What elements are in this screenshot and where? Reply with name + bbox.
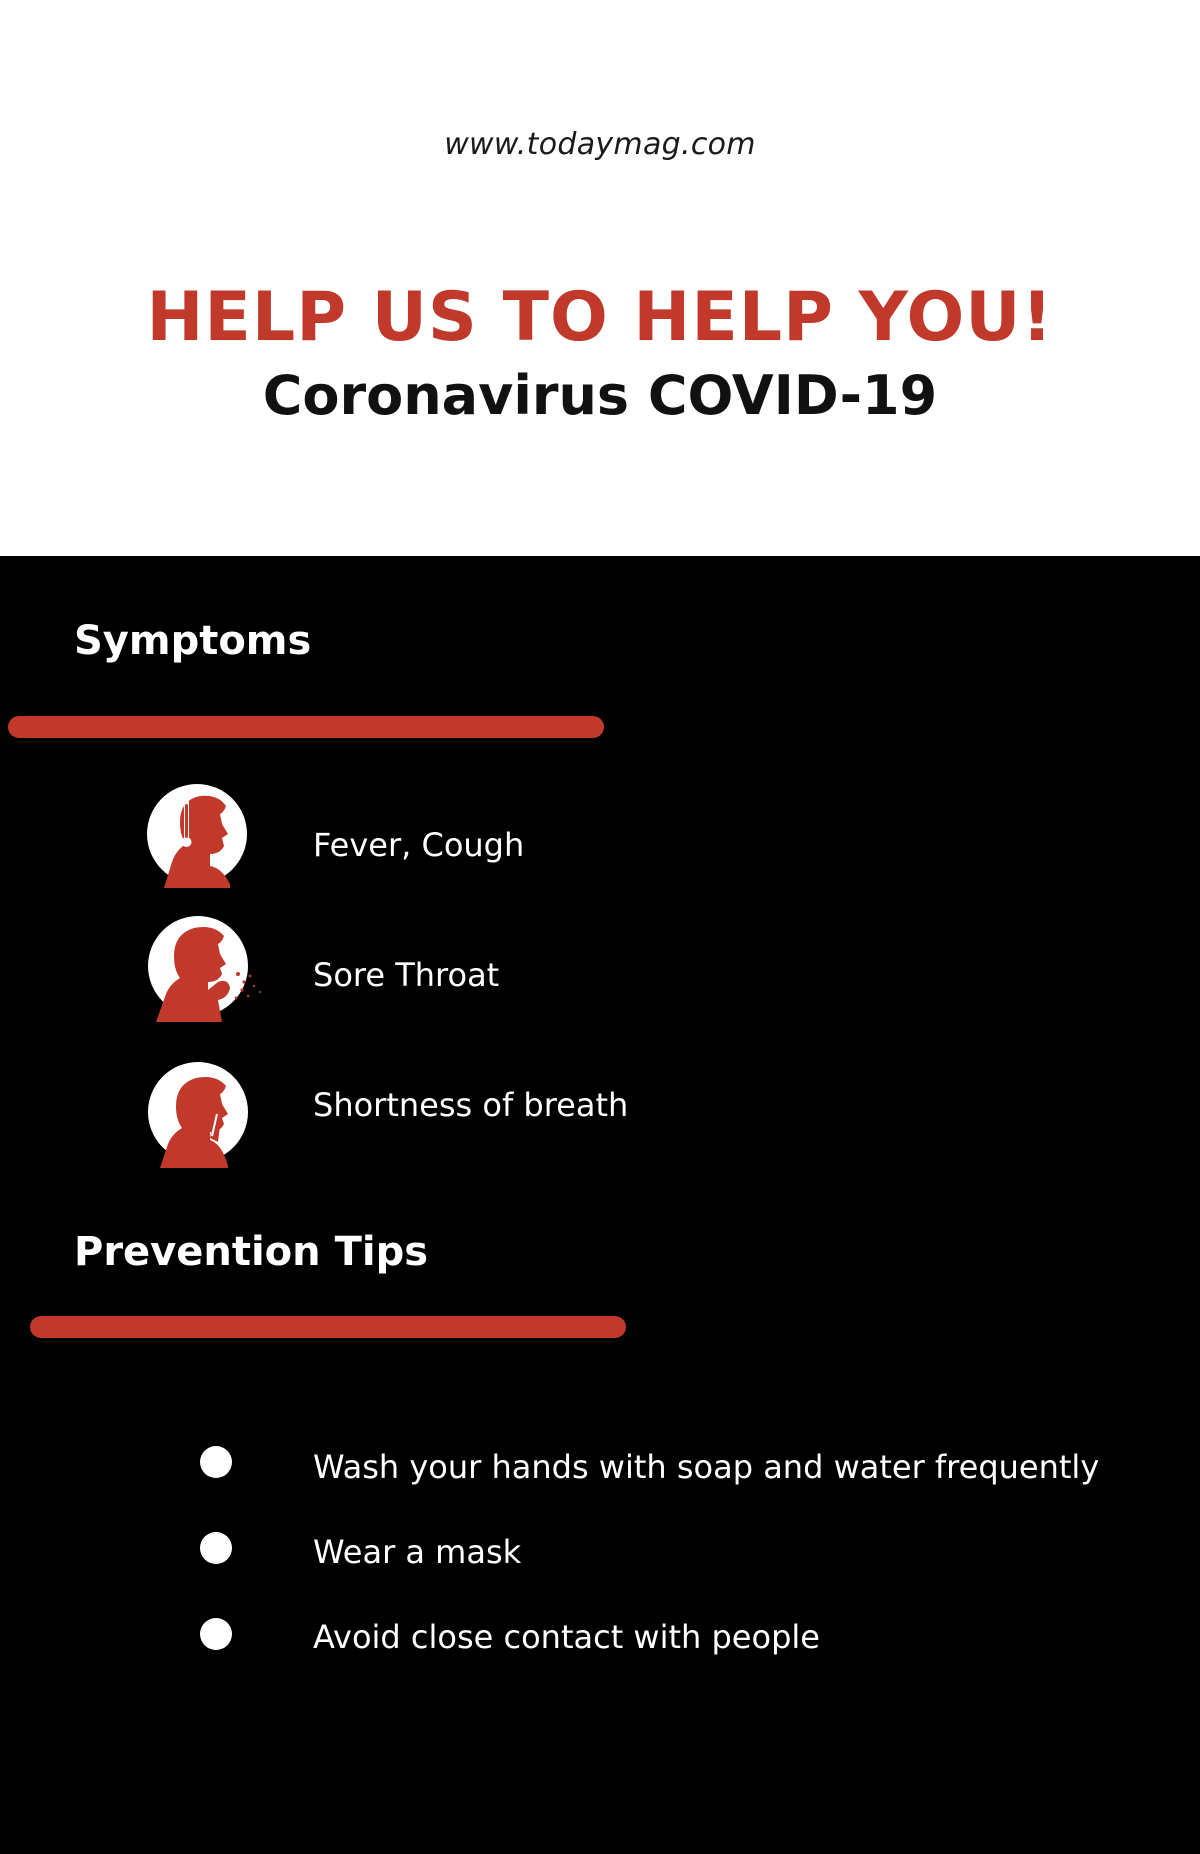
person-coughing-icon — [142, 912, 252, 1022]
bullet-dot-icon — [200, 1446, 232, 1478]
main-title: HELP US TO HELP YOU! — [146, 278, 1054, 357]
symptoms-heading: Symptoms — [74, 618, 312, 664]
tip-label-avoid-contact: Avoid close contact with people — [313, 1618, 820, 1656]
site-url[interactable]: www.todaymag.com — [444, 127, 756, 162]
bullet-dot-icon — [200, 1532, 232, 1564]
symptoms-divider — [8, 716, 604, 738]
header — [0, 0, 1200, 556]
tip-label-mask: Wear a mask — [313, 1533, 522, 1571]
prevention-heading: Prevention Tips — [74, 1229, 429, 1275]
person-thermometer-icon — [142, 782, 252, 892]
symptom-label-sore-throat: Sore Throat — [313, 956, 500, 994]
content-panel — [0, 556, 1200, 1854]
prevention-divider — [30, 1316, 626, 1338]
symptom-label-breath: Shortness of breath — [313, 1086, 629, 1124]
symptom-label-fever: Fever, Cough — [313, 826, 525, 864]
tip-label-wash-hands: Wash your hands with soap and water frequently — [313, 1448, 1100, 1486]
bullet-dot-icon — [200, 1618, 232, 1650]
person-breathless-icon — [142, 1062, 252, 1172]
subtitle: Coronavirus COVID-19 — [262, 364, 938, 427]
